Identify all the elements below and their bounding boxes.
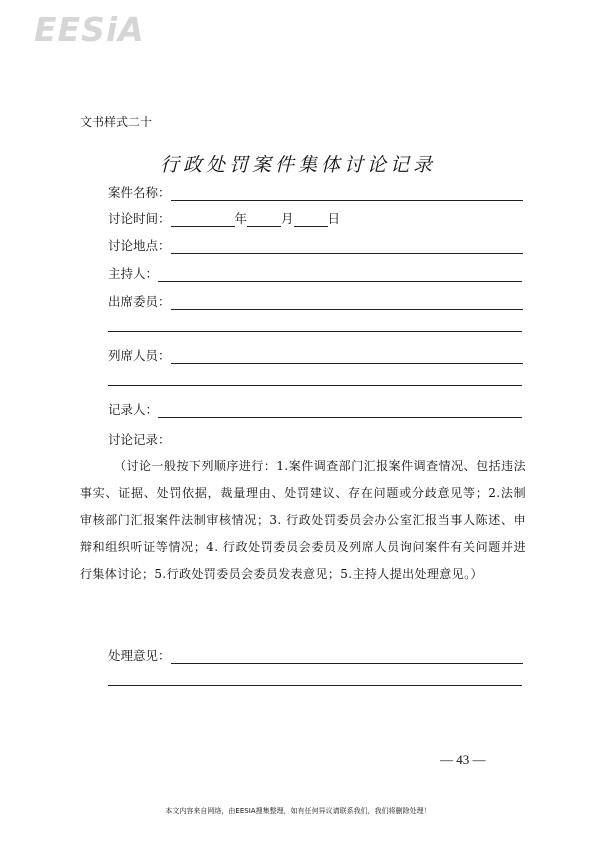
month-label: 月: [281, 211, 294, 226]
attending-members-field: [108, 292, 523, 310]
handling-opinion-field: [108, 646, 523, 664]
observers-field: [108, 346, 523, 364]
discussion-time-label: 讨论时间：: [108, 211, 171, 226]
host-field: [108, 264, 522, 282]
document-template-label: 文书样式二十: [80, 115, 153, 129]
discussion-place-line: [171, 239, 523, 254]
recorder-label: 记录人：: [108, 402, 159, 417]
footer-notice: 本文内容来自网络，由EESIA搜集整理，如有任何异议请联系我们，我们将删除处理！: [165, 807, 431, 815]
procedure-paragraph: （讨论一般按下列顺序进行：1.案件调查部门汇报案件调查情况、包括违法事实、证据、处罚依据，裁量理由、处罚建议、存在问题或分歧意见等；2.法制审核部门汇报案件法制审核情况；3. 行政处罚委员会办公室汇报当事人陈述、申辩和组织听证等情况；4. 行政处罚委员会委员及列席人员询问案件有关问题并进行集体讨论；5.行政处罚委员会委员发表意见；5.主持人提出处理意见。）: [80, 459, 526, 581]
page-title: 行政处罚案件集体讨论记录: [159, 154, 436, 176]
handling-opinion-label: 处理意见：: [108, 648, 171, 663]
discussion-place-field: [108, 236, 523, 254]
observers-label: 列席人员：: [108, 348, 171, 363]
case-name-field: [108, 183, 523, 201]
eesia-logo: EESiA: [34, 10, 145, 49]
page-number: — 43 —: [440, 752, 486, 767]
handling-opinion-line: [171, 649, 523, 664]
host-line: [158, 267, 522, 282]
day-line: [294, 212, 328, 227]
case-name-label: 案件名称：: [108, 185, 171, 200]
observers-extra-line: [108, 385, 522, 386]
discussion-record-label: 讨论记录：: [108, 432, 171, 447]
month-line: [247, 212, 281, 227]
attending-members-extra-line: [108, 331, 522, 332]
case-name-line: [171, 186, 523, 201]
host-label: 主持人：: [108, 266, 159, 281]
attending-members-label: 出席委员：: [108, 294, 171, 309]
attending-members-line: [171, 295, 523, 310]
year-line: [171, 212, 235, 227]
discussion-place-label: 讨论地点：: [108, 238, 171, 253]
recorder-line: [158, 403, 522, 418]
observers-line: [171, 349, 523, 364]
year-label: 年: [234, 211, 248, 226]
handling-opinion-extra-line: [108, 685, 522, 686]
day-label: 日: [327, 211, 341, 226]
discussion-time-field: [108, 209, 340, 227]
recorder-field: [108, 400, 522, 418]
